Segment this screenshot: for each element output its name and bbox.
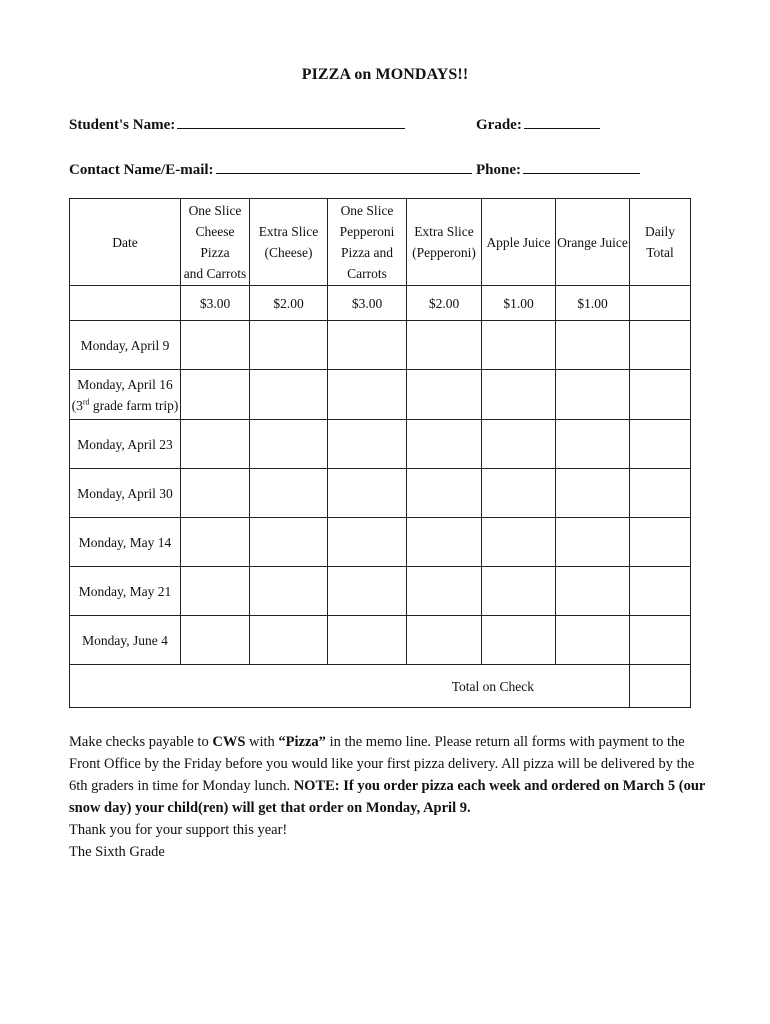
order-cell[interactable] (181, 616, 250, 665)
total-row (70, 665, 691, 708)
table-row (70, 321, 691, 370)
price-row (70, 286, 691, 321)
order-cell[interactable] (482, 616, 556, 665)
order-cell[interactable] (250, 616, 328, 665)
student-name-field (69, 114, 405, 134)
order-cell[interactable] (328, 420, 407, 469)
order-cell[interactable] (328, 567, 407, 616)
order-cell[interactable] (482, 518, 556, 567)
date-cell-text: Monday, April 16 (77, 376, 173, 392)
header-row (70, 199, 691, 286)
order-cell[interactable] (181, 420, 250, 469)
date-cell: Monday, April 30 (70, 469, 181, 518)
header-cheese-pizza (181, 199, 250, 286)
header-extra-pepperoni-line2: (Pepperoni) (412, 245, 476, 260)
order-cell[interactable] (482, 420, 556, 469)
student-name-label: Student's Name: (69, 117, 176, 133)
order-cell[interactable] (250, 420, 328, 469)
order-cell[interactable] (407, 567, 482, 616)
header-extra-pepperoni (407, 199, 482, 286)
order-cell[interactable] (556, 469, 630, 518)
order-cell[interactable] (250, 518, 328, 567)
header-daily-total: Daily Total (630, 199, 691, 286)
order-cell[interactable] (482, 370, 556, 420)
price-pepperoni-pizza: $3.00 (328, 286, 407, 321)
table-row (70, 616, 691, 665)
order-cell[interactable] (407, 469, 482, 518)
grade-label: Grade: (476, 117, 522, 133)
order-cell[interactable] (250, 321, 328, 370)
header-date: Date (70, 199, 181, 286)
table-row (70, 469, 691, 518)
order-cell[interactable] (328, 321, 407, 370)
header-pepperoni-line1: One Slice (340, 203, 394, 218)
date-cell: Monday, May 14 (70, 518, 181, 567)
student-name-line[interactable] (177, 114, 405, 129)
phone-line[interactable] (523, 159, 640, 174)
form-title: PIZZA on MONDAYS!! (301, 66, 469, 83)
order-cell[interactable] (250, 469, 328, 518)
thanks-line: Thank you for your support this year! (69, 822, 288, 838)
order-cell[interactable] (556, 518, 630, 567)
price-extra-cheese: $2.00 (250, 286, 328, 321)
header-extra-cheese-line1: Extra Slice (258, 224, 319, 239)
contact-field (69, 159, 472, 179)
header-pepperoni-pizza (328, 199, 407, 286)
order-cell[interactable] (556, 567, 630, 616)
order-table (69, 198, 691, 708)
table-row (70, 567, 691, 616)
order-cell[interactable] (556, 370, 630, 420)
instructions-pizza: “Pizza” (278, 734, 326, 750)
grade-line[interactable] (524, 114, 600, 129)
contact-line[interactable] (216, 159, 472, 174)
order-cell[interactable] (181, 469, 250, 518)
order-cell[interactable] (181, 518, 250, 567)
daily-total-cell[interactable] (630, 616, 691, 665)
order-cell[interactable] (407, 616, 482, 665)
daily-total-cell[interactable] (630, 321, 691, 370)
order-cell[interactable] (556, 420, 630, 469)
header-cheese-pizza-line1: One Slice (188, 203, 242, 218)
farm-trip-note: (3rd grade farm trip) (71, 397, 179, 413)
table-row (70, 370, 691, 420)
date-cell: Monday, June 4 (70, 616, 181, 665)
order-cell[interactable] (482, 321, 556, 370)
order-cell[interactable] (556, 616, 630, 665)
instructions-paragraph (69, 731, 709, 819)
farm-trip-sup: rd (82, 397, 90, 406)
order-cell[interactable] (482, 469, 556, 518)
header-orange-juice: Orange Juice (556, 199, 630, 286)
instructions-text-1: Make checks payable to (69, 734, 213, 750)
order-cell[interactable] (407, 370, 482, 420)
instructions-text-2: with (245, 734, 279, 750)
date-cell: Monday, April 23 (70, 420, 181, 469)
instructions-text-3: in the memo line. Please return all forms with payment to the Front Office by the Friday before you would like your first pizza delivery. All pizza will be delivered by the 6th graders in time for Monday lunch. (69, 734, 695, 794)
date-cell: Monday, April 9 (70, 321, 181, 370)
total-on-check-label: Total on Check (70, 665, 630, 708)
order-cell[interactable] (407, 420, 482, 469)
price-extra-pepperoni: $2.00 (407, 286, 482, 321)
header-extra-cheese (250, 199, 328, 286)
order-cell[interactable] (250, 567, 328, 616)
daily-total-cell[interactable] (630, 420, 691, 469)
instructions-note: NOTE: If you order pizza each week and ordered on March 5 (our snow day) your child(ren) will get that order on Monday, April 9. (69, 778, 706, 816)
header-pepperoni-line3: Pizza and (340, 245, 394, 260)
order-cell[interactable] (328, 518, 407, 567)
order-cell[interactable] (407, 321, 482, 370)
daily-total-cell[interactable] (630, 370, 691, 420)
price-cheese-pizza: $3.00 (181, 286, 250, 321)
order-cell[interactable] (181, 567, 250, 616)
header-extra-cheese-line2: (Cheese) (264, 245, 313, 260)
price-apple-juice: $1.00 (482, 286, 556, 321)
header-pepperoni-line4: Carrots (347, 266, 387, 281)
price-orange-juice: $1.00 (556, 286, 630, 321)
date-cell (70, 370, 181, 420)
phone-label: Phone: (476, 162, 521, 178)
header-pepperoni-line2: Pepperoni (339, 224, 395, 239)
table-row (70, 518, 691, 567)
daily-total-cell[interactable] (630, 518, 691, 567)
order-cell[interactable] (181, 321, 250, 370)
header-extra-pepperoni-line1: Extra Slice (414, 224, 474, 239)
total-on-check-cell[interactable] (630, 665, 691, 708)
farm-trip-num: 3 (76, 397, 83, 413)
order-cell[interactable] (328, 370, 407, 420)
order-cell[interactable] (328, 469, 407, 518)
signoff-line: The Sixth Grade (69, 844, 165, 860)
order-cell[interactable] (482, 567, 556, 616)
daily-total-cell[interactable] (630, 469, 691, 518)
order-cell[interactable] (556, 321, 630, 370)
instructions (69, 731, 709, 863)
header-cheese-pizza-line2: Cheese Pizza (195, 224, 235, 260)
farm-trip-rest: grade farm trip) (89, 397, 179, 413)
date-cell: Monday, May 21 (70, 567, 181, 616)
table-row (70, 420, 691, 469)
contact-label: Contact Name/E-mail: (69, 162, 214, 178)
order-cell[interactable] (328, 616, 407, 665)
instructions-cws: CWS (212, 734, 246, 750)
order-cell[interactable] (250, 370, 328, 420)
phone-field (476, 159, 640, 179)
order-cell[interactable] (407, 518, 482, 567)
price-daily-total (630, 286, 691, 321)
price-blank (70, 286, 181, 321)
header-apple-juice: Apple Juice (482, 199, 556, 286)
order-cell[interactable] (181, 370, 250, 420)
daily-total-cell[interactable] (630, 567, 691, 616)
grade-field (476, 114, 600, 134)
header-cheese-pizza-line3: and Carrots (183, 266, 247, 281)
